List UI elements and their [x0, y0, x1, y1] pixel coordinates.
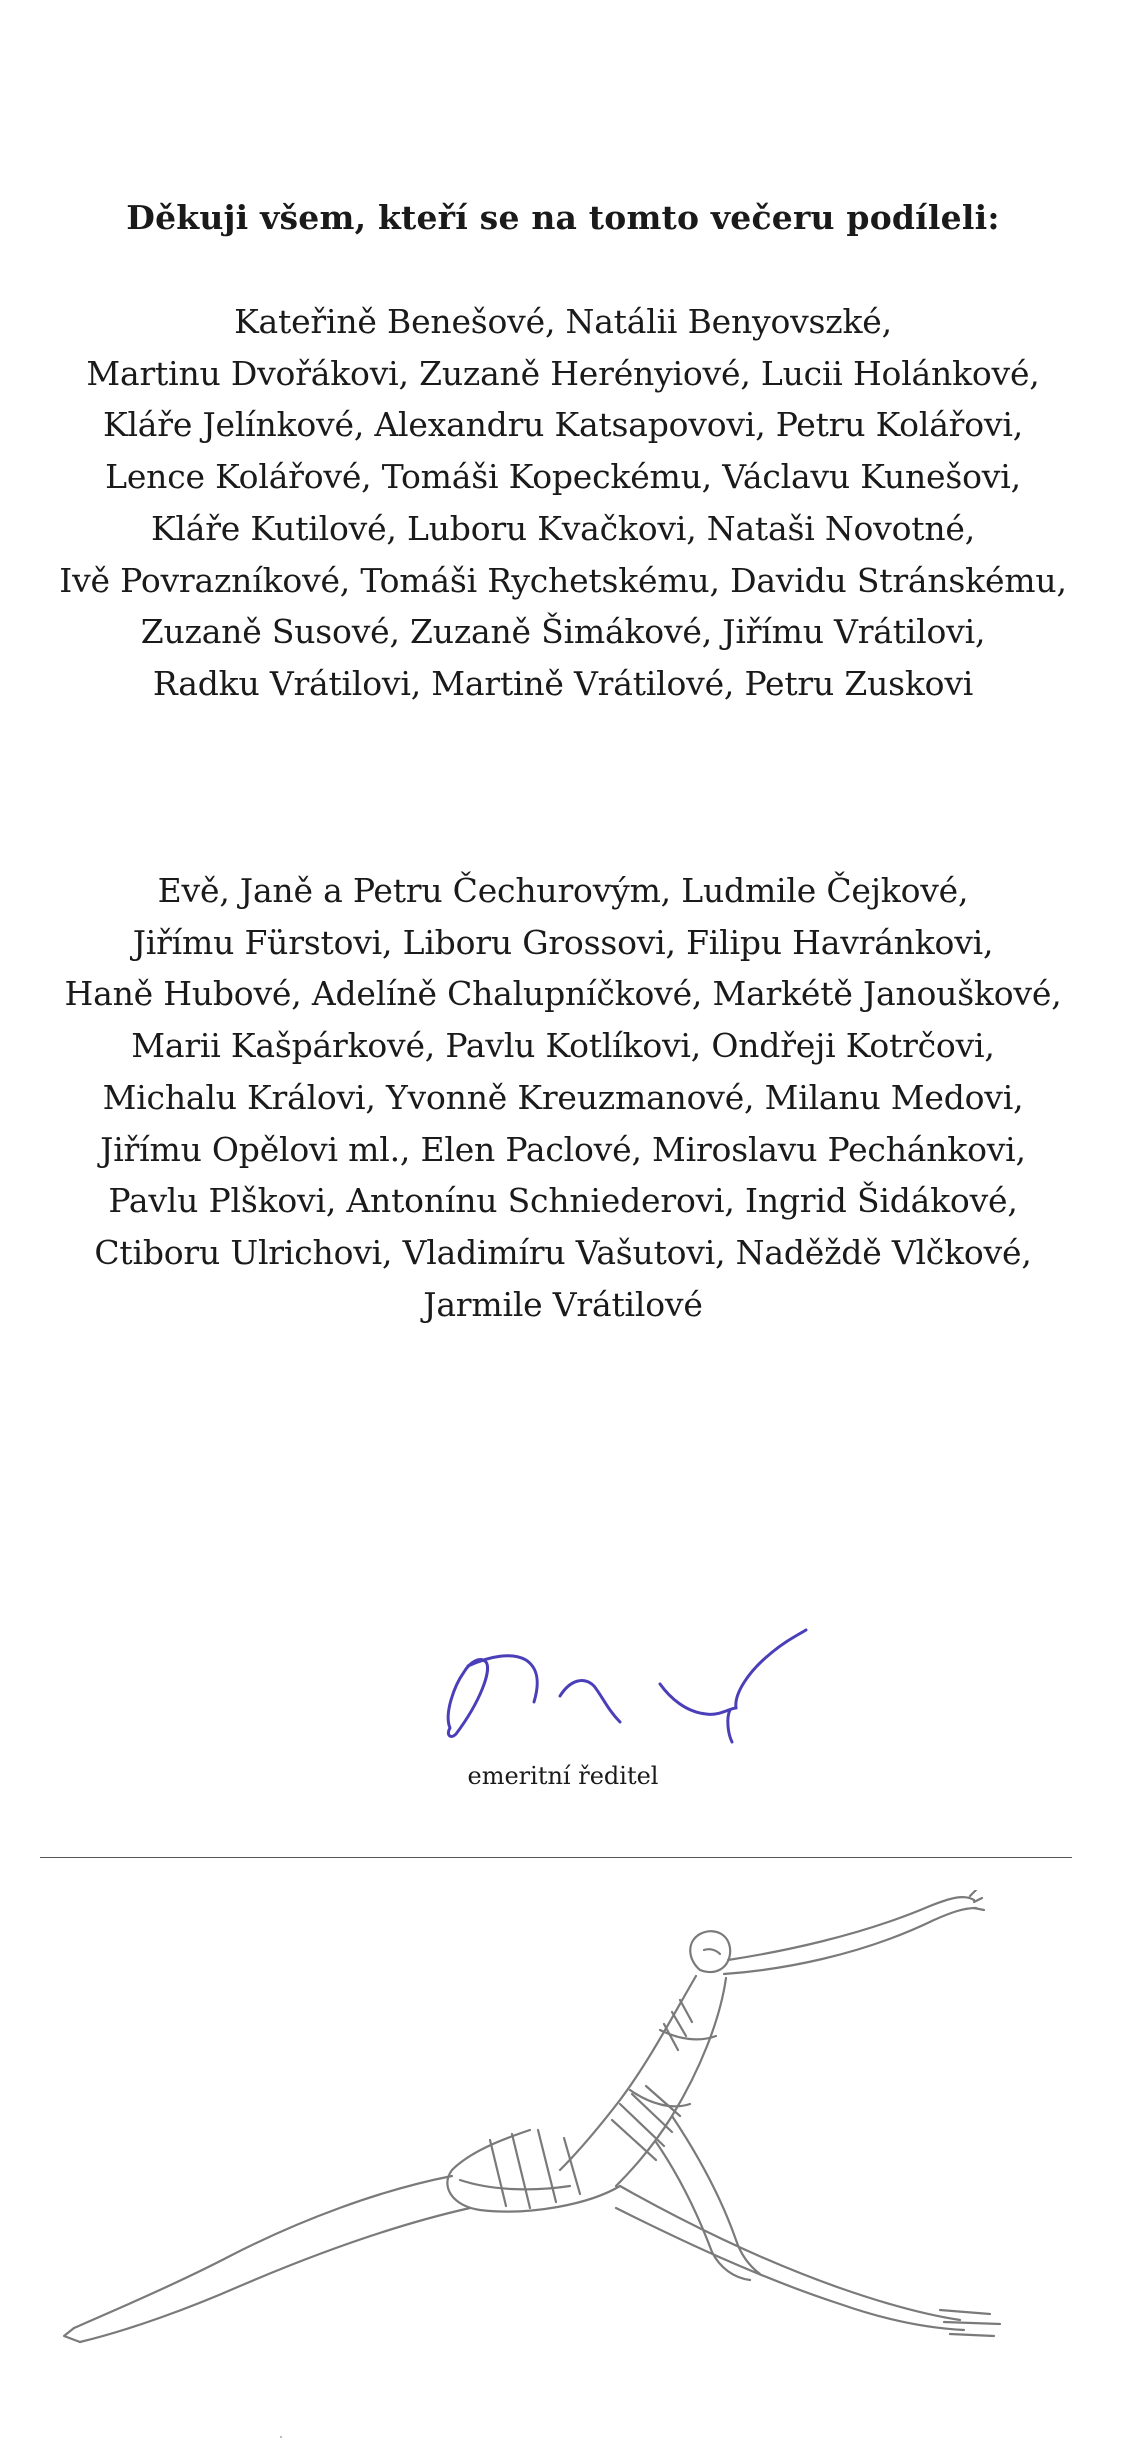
- names-list-2: [0, 865, 1126, 1330]
- thank-you-heading: Děkuji všem, kteří se na tomto večeru podíleli:: [126, 198, 1000, 237]
- dancer-sketch-image: [60, 1890, 1060, 2370]
- names-line: Evě, Janě a Petru Čechurovým, Ludmile Čejkové,: [157, 871, 969, 910]
- names-line: Martinu Dvořákovi, Zuzaně Herényiové, Lucii Holánkové,: [86, 353, 1040, 393]
- signatory-role: emeritní ředitel: [467, 1762, 659, 1790]
- names-line: Michalu Královi, Yvonně Kreuzmanové, Milanu Medovi,: [102, 1077, 1024, 1117]
- divider-line: [40, 1857, 1072, 1858]
- scan-speck: [280, 2436, 282, 2438]
- names-line: Pavlu Plškovi, Antonínu Schniederovi, Ingrid Šidákové,: [108, 1181, 1018, 1221]
- handwritten-signature: [430, 1610, 870, 1750]
- names-line: Marii Kašpárkové, Pavlu Kotlíkovi, Ondřeji Kotrčovi,: [131, 1026, 995, 1066]
- names-line: Jiřímu Opělovi ml., Elen Paclové, Miroslavu Pechánkovi,: [100, 1129, 1026, 1169]
- names-line: Haně Hubové, Adelíně Chalupníčkové, Markétě Janouškové,: [64, 974, 1062, 1014]
- names-list-1: [0, 296, 1126, 710]
- names-line: Lence Kolářové, Tomáši Kopeckému, Václavu Kunešovi,: [105, 457, 1021, 497]
- names-line: Zuzaně Susové, Zuzaně Šimákové, Jiřímu Vrátilovi,: [140, 612, 986, 652]
- names-line: Kláře Jelínkové, Alexandru Katsapovovi, Petru Kolářovi,: [102, 405, 1023, 445]
- names-line: Ctiboru Ulrichovi, Vladimíru Vašutovi, Naděždě Vlčkové,: [94, 1232, 1032, 1272]
- names-line: Kateřině Benešové, Natálii Benyovszké,: [234, 302, 892, 341]
- names-line: Jiřímu Fürstovi, Liboru Grossovi, Filipu Havránkovi,: [132, 922, 994, 962]
- names-line: Radku Vrátilovi, Martině Vrátilové, Petru Zuskovi: [152, 663, 974, 703]
- names-line: Ivě Povrazníkové, Tomáši Rychetskému, Davidu Stránskému,: [59, 560, 1067, 600]
- names-line: Kláře Kutilové, Luboru Kvačkovi, Nataši Novotné,: [150, 508, 976, 548]
- names-line: Jarmile Vrátilové: [423, 1284, 703, 1324]
